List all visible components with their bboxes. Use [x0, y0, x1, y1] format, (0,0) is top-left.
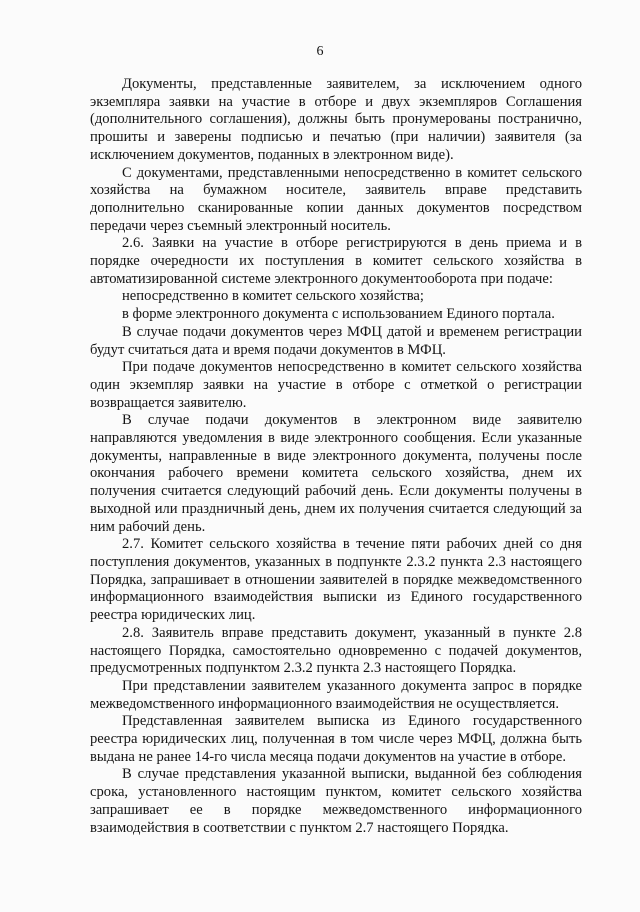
paragraph-mfc-submission: В случае подачи документов через МФЦ датой и временем регистрации будут считаться дата и время подачи документов в МФЦ.	[90, 323, 582, 358]
paragraph-registration-mark: При подаче документов непосредственно в комитет сельского хозяйства один экземпляр заявки на участие в отборе с отметкой о регистрации возвращается заявителю.	[90, 359, 582, 411]
paragraph-direct-submission: непосредственно в комитет сельского хозяйства;	[122, 288, 424, 305]
paragraph-documents-requirements: Документы, представленные заявителем, за исключением одного экземпляра заявки на участие в отборе и двух экземпляров Соглашения (дополнительного соглашения), должны быть пронумерованы постранично, прошиты и заверены подписью и печатью (при наличии) заявителя (за исключением документов, поданных в электронном виде).	[90, 76, 582, 163]
document-body	[90, 76, 582, 837]
paragraph-2-8-applicant-document: 2.8. Заявитель вправе представить документ, указанный в пункте 2.8 настоящего Порядка, самостоятельно одновременно с подачей документов, предусмотренных подпунктом 2.3.2 пункта 2.3 настоящего Порядка.	[90, 624, 582, 677]
paragraph-no-request: При представлении заявителем указанного документа запрос в порядке межведомственного информационного взаимодействия не осуществляется.	[90, 677, 582, 712]
paragraph-electronic-submission: в форме электронного документа с использованием Единого портала.	[122, 306, 555, 323]
paragraph-extract-noncompliance: В случае представления указанной выписки, выданной без соблюдения срока, установленного настоящим пунктом, комитет сельского хозяйства запрашивает ее в порядке межведомственного информационного взаимодействия в соответствии с пунктом 2.7 настоящего Порядка.	[90, 766, 582, 836]
page-number: 6	[316, 44, 324, 59]
paragraph-2-7-interagency-request: 2.7. Комитет сельского хозяйства в течение пяти рабочих дней со дня поступления документов, указанных в подпункте 2.3.2 пункта 2.3 настоящего Порядка, запрашивает в отношении заявителей в порядке межведомственного информационного взаимодействия выписки из Единого государственного реестра юридических лиц.	[90, 536, 582, 624]
paragraph-scanned-copies: С документами, представленными непосредственно в комитет сельского хозяйства на бумажном носителе, заявитель вправе представить дополнительно сканированные копии данных документов посредством передачи через съемный электронный носитель.	[90, 164, 582, 234]
paragraph-2-6-registration: 2.6. Заявки на участие в отборе регистрируются в день приема и в порядке очередности их поступления в комитет сельского хозяйства в автоматизированной системе электронного документооборота при подаче:	[90, 235, 582, 287]
paragraph-electronic-notifications: В случае подачи документов в электронном виде заявителю направляются уведомления в виде электронного сообщения. Если указанные документы, направленные в виде электронного документа, получены после окончания рабочего времени комитета сельского хозяйства, днем их получения считается следующий рабочий день. Если документы получены в выходной или праздничный день, днем их получения считается следующий за ним рабочий день.	[90, 412, 582, 535]
paragraph-extract-validity: Представленная заявителем выписка из Единого государственного реестра юридических лиц, полученная в том числе через МФЦ, должна быть выдана не ранее 14-го числа месяца подачи документов на участие в отборе.	[90, 713, 582, 765]
